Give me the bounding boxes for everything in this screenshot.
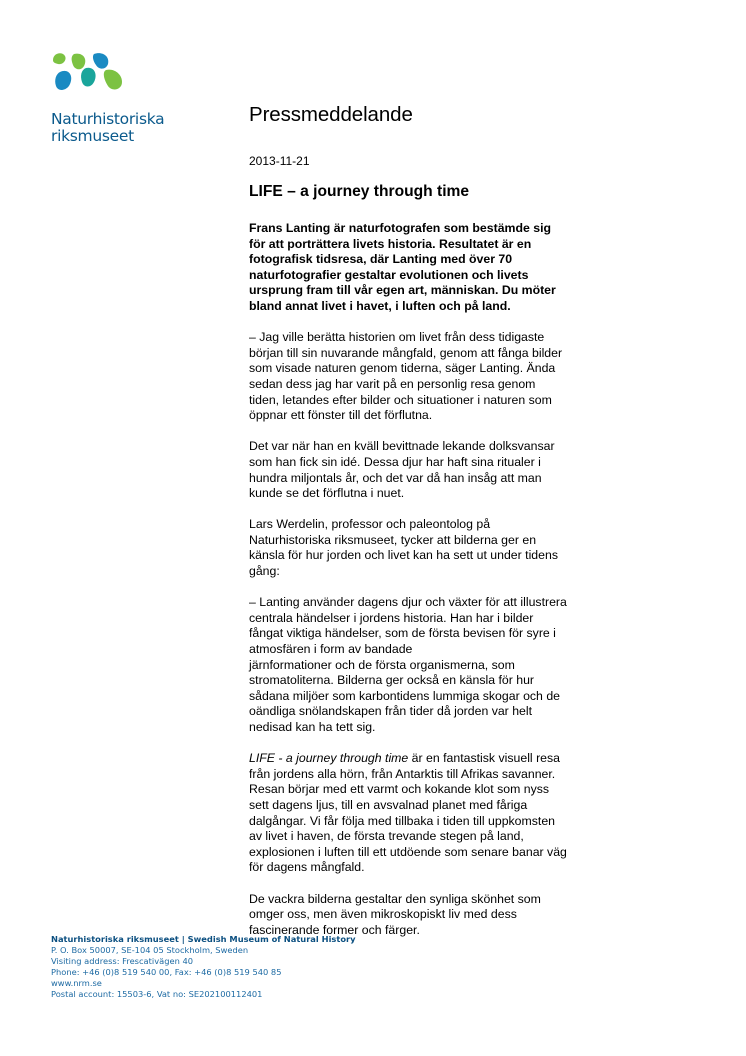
footer-org: Naturhistoriska riksmuseet | Swedish Museum of Natural History [51, 934, 356, 944]
paragraph-line: för dagens mångfald. [249, 860, 365, 875]
logo-leaf-6 [104, 70, 122, 90]
paragraph-line: sådana miljöer som karbontidens lummiga skogar och de [249, 688, 560, 703]
paragraph-line: Lars Werdelin, professor och paleontolog på [249, 517, 491, 532]
paragraph-line: fotografisk tidsresa, där Lanting med över 70 [249, 252, 513, 267]
document-title: LIFE – a journey through time [249, 183, 470, 200]
paragraph-line: gång: [249, 564, 280, 579]
paragraph-line: centrala händelser i jordens historia. Han har i bilder [249, 610, 534, 625]
paragraph-line: sedan dess jag har varit på en personlig resa genom [249, 376, 536, 391]
body-paragraph [249, 517, 589, 579]
document-date: 2013-11-21 [249, 154, 310, 168]
paragraph-line: kunde se det förflutna i nuet. [249, 486, 405, 501]
document-type-heading: Pressmeddelande [249, 103, 413, 126]
paragraph-line: De vackra bilderna gestaltar den synliga skönhet som [249, 891, 541, 906]
paragraph-line: från jordens alla hörn, från Antarktis till Afrikas savanner. [249, 766, 556, 781]
paragraph-line: järnformationer och de första organismerna, som [249, 657, 515, 672]
paragraph-line: omger oss, men även mikroskopiskt liv med dess [249, 907, 517, 922]
body-paragraph [249, 751, 589, 876]
paragraph-line: fascinerande former och färger. [249, 922, 420, 937]
paragraph-line: fångat viktiga händelser, som de första bevisen för syre i [249, 626, 556, 641]
paragraph-line: nedisad kan ha tett sig. [249, 720, 376, 734]
footer-address: P. O. Box 50007, SE-104 05 Stockholm, Sweden [51, 945, 249, 955]
paragraph-line: dalgångar. Vi får följa med tillbaka i tiden till uppkomsten [249, 813, 556, 828]
italic-exhibition-title: LIFE - a journey through time [249, 751, 409, 766]
nrm-leaf-logo-icon [50, 50, 130, 94]
paragraph-line: som han fick sin idé. Dessa djur har haft sina ritualer i [249, 454, 541, 469]
logo-line-1: Naturhistoriska [51, 110, 165, 128]
paragraph-line [249, 751, 589, 767]
paragraph-line: naturfotografier gestaltar evolutionen och livets [249, 267, 529, 282]
paragraph-line: känsla för hur jorden och livet kan ha sett ut under tidens [249, 548, 558, 563]
paragraph-line: Frans Lanting är naturfotografen som bestämde sig [249, 221, 552, 235]
paragraph-line: Naturhistoriska riksmuseet, tycker att bilderna ger en [249, 532, 537, 547]
paragraph-line: Resan börjar med ett varmt och kokande klot som nyss [249, 782, 550, 797]
paragraph-line: början till sin nuvarande mångfald, genom att fånga bilder [249, 345, 563, 360]
paragraph-line: av livet i haven, de första trevande stegen på land, [249, 829, 524, 844]
paragraph-line: som visade naturen genom tiderna, säger Lanting. Ända [249, 361, 556, 376]
paragraph-line: – Jag ville berätta historien om livet från dess tidigaste [249, 330, 545, 345]
body-paragraph [249, 892, 589, 939]
paragraph-line: bland annat livet i havet, i luften och på land. [249, 298, 511, 313]
paragraph-line: stromatoliterna. Bilderna ger också en känsla för hur [249, 673, 535, 688]
body-paragraph [249, 439, 589, 501]
paragraph-line: Det var när han en kväll bevittnade lekande dolksvansar [249, 439, 555, 454]
paragraph-line: sett dagens ljus, till en avsvalnad planet med fåriga [249, 797, 528, 812]
paragraph-line-rest: är en fantastisk visuell resa [408, 751, 560, 766]
paragraph-line: tiden, letandes efter bilder och situationer i naturen som [249, 392, 552, 407]
lead-paragraph [249, 221, 589, 315]
body-paragraph [249, 595, 589, 735]
logo-leaf-5 [93, 53, 108, 69]
body-paragraph [249, 330, 589, 424]
footer-postal-account: Postal account: 15503-6, Vat no: SE202100112401 [51, 989, 263, 999]
paragraph-line: explosionen i luften till ett utdöende som senare banar väg [249, 844, 567, 859]
paragraph-line: oändliga snölandskapen från tider då jorden var helt [249, 704, 533, 719]
paragraph-line: öppnar ett fönster till det förflutna. [249, 408, 433, 423]
logo-leaf-4 [81, 68, 96, 87]
logo-leaf-2 [55, 71, 71, 90]
logo-leaf-1 [53, 53, 66, 64]
footer-website: www.nrm.se [51, 978, 102, 988]
paragraph-line: ursprung fram till vår egen art, människan. Du möter [249, 283, 556, 298]
logo-mark [53, 53, 122, 90]
logo-leaf-3 [72, 54, 86, 70]
footer-contact-block [51, 934, 356, 1000]
press-release-body [249, 221, 589, 954]
logo-line-2: riksmuseet [51, 127, 134, 145]
footer-visiting-address: Visiting address: Frescativägen 40 [51, 956, 194, 966]
logo-wordmark [51, 111, 164, 145]
paragraph-line: atmosfären i form av bandade [249, 642, 413, 657]
footer-phone: Phone: +46 (0)8 519 540 00, Fax: +46 (0)8 519 540 85 [51, 967, 282, 977]
paragraph-line: för att porträttera livets historia. Resultatet är en [249, 236, 532, 251]
paragraph-line: – Lanting använder dagens djur och växter för att illustrera [249, 595, 567, 610]
paragraph-line: hundra miljontals år, och det var då han insåg att man [249, 470, 542, 485]
